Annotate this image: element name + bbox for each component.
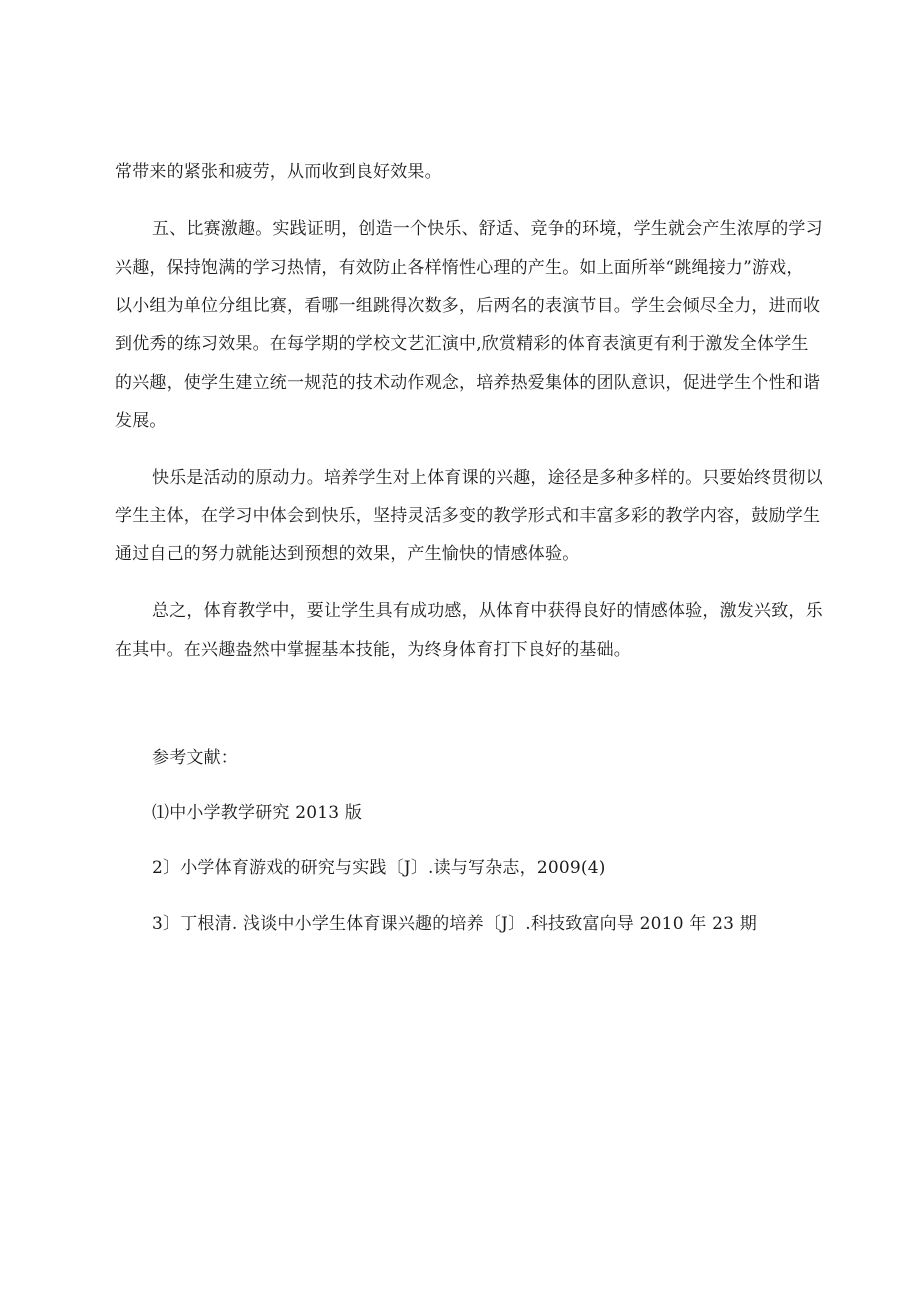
paragraph-line: 的兴趣，使学生建立统一规范的技术动作观念，培养热爱集体的团队意识，促进学生个性和谐 [115, 373, 821, 393]
paragraph-line: 快乐是活动的原动力。培养学生对上体育课的兴趣，途径是多种多样的。只要始终贯彻以 [152, 468, 823, 488]
paragraph-line: 兴趣，保持饱满的学习热情，有效防止各样惰性心理的产生。如上面所举“跳绳接力”游戏， [115, 258, 804, 278]
paragraph-line: 常带来的紧张和疲劳，从而收到良好效果。 [115, 162, 442, 182]
paragraph-line: 总之，体育教学中，要让学生具有成功感，从体育中获得良好的情感体验，激发兴致，乐 [152, 601, 823, 621]
paragraph-line: 到优秀的练习效果。在每学期的学校文艺汇演中,欣赏精彩的体育表演更有利于激发全体学生 [115, 334, 809, 354]
paragraph-line: 通过自己的努力就能达到预想的效果，产生愉快的情感体验。 [115, 544, 580, 564]
reference-item: ⑴中小学教学研究 2013 版 [152, 803, 363, 823]
paragraph-line: 以小组为单位分组比赛，看哪一组跳得次数多，后两名的表演节目。学生会倾尽全力，进而收 [115, 296, 821, 316]
paragraph-line: 学生主体，在学习中体会到快乐，坚持灵活多变的教学形式和丰富多彩的教学内容，鼓励学生 [115, 506, 821, 526]
reference-item: 3〕丁根清. 浅谈中小学生体育课兴趣的培养〔J〕.科技致富向导 2010 年 23 期 [152, 914, 757, 934]
paragraph-line: 发展。 [115, 411, 167, 431]
reference-item: 2〕小学体育游戏的研究与实践〔J〕.读与写杂志，2009(4) [152, 858, 606, 878]
paragraph-line: 在其中。在兴趣盎然中掌握基本技能，为终身体育打下良好的基础。 [115, 640, 631, 660]
references-heading: 参考文献： [152, 748, 238, 768]
paragraph-line: 五、比赛激趣。实践证明，创造一个快乐、舒适、竞争的环境，学生就会产生浓厚的学习 [152, 219, 823, 239]
